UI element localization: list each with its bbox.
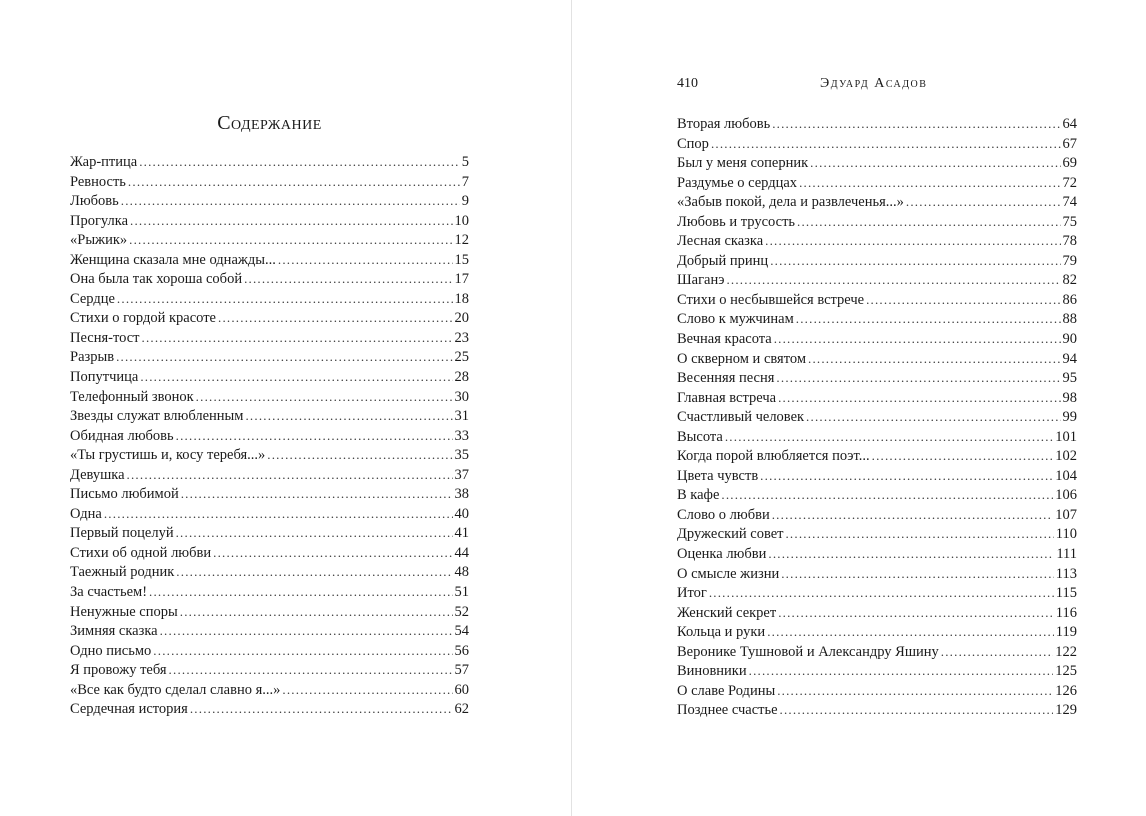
toc-entry-title: Песня-тост bbox=[70, 329, 140, 346]
toc-heading: Содержание bbox=[217, 112, 322, 134]
toc-entry-page-number: 56 bbox=[454, 642, 469, 659]
toc-entry-title: «Забыв покой, дела и развлеченья...» bbox=[677, 194, 904, 211]
toc-entry bbox=[70, 543, 469, 563]
toc-entry bbox=[70, 367, 469, 387]
toc-entry-title: В кафе bbox=[677, 487, 720, 504]
toc-entry bbox=[70, 699, 469, 719]
toc-entry-title: Слово о любви bbox=[677, 506, 770, 523]
toc-entry bbox=[677, 349, 1077, 369]
toc-entry-title: Когда порой влюбляется поэт... bbox=[677, 448, 870, 465]
dot-leader bbox=[129, 230, 452, 250]
toc-entry-title: Любовь bbox=[70, 193, 119, 210]
toc-entry-title: Был у меня соперник bbox=[677, 155, 809, 172]
toc-entry-page-number: 57 bbox=[454, 662, 469, 679]
toc-entry-title: Счастливый человек bbox=[677, 409, 805, 426]
dot-leader bbox=[196, 387, 453, 407]
toc-entry-page-number: 99 bbox=[1062, 409, 1077, 426]
toc-entry-page-number: 116 bbox=[1055, 604, 1077, 621]
toc-entry bbox=[70, 152, 469, 172]
toc-entry-title: Женский секрет bbox=[677, 604, 777, 621]
toc-entry-page-number: 12 bbox=[454, 232, 469, 249]
dot-leader bbox=[180, 602, 453, 622]
toc-entry-page-number: 33 bbox=[454, 427, 469, 444]
toc-entry-page-number: 25 bbox=[454, 349, 469, 366]
toc-entry-title: Первый поцелуй bbox=[70, 525, 174, 542]
toc-entry bbox=[677, 329, 1077, 349]
toc-entry-title: Женщина сказала мне однажды... bbox=[70, 251, 276, 268]
toc-entry-page-number: 15 bbox=[454, 251, 469, 268]
dot-leader bbox=[709, 583, 1054, 603]
dot-leader bbox=[244, 269, 452, 289]
toc-entry-title: Кольца и руки bbox=[677, 624, 766, 641]
toc-entry-title: Ревность bbox=[70, 173, 126, 190]
dot-leader bbox=[169, 660, 453, 680]
toc-entry-page-number: 78 bbox=[1062, 233, 1077, 250]
dot-leader bbox=[765, 231, 1060, 251]
toc-entry-page-number: 38 bbox=[454, 486, 469, 503]
page-number: 410 bbox=[677, 76, 698, 91]
toc-entry-page-number: 51 bbox=[454, 584, 469, 601]
toc-list-left bbox=[70, 152, 469, 719]
toc-entry-page-number: 111 bbox=[1056, 546, 1077, 563]
toc-entry-page-number: 52 bbox=[454, 603, 469, 620]
toc-entry-page-number: 64 bbox=[1062, 116, 1077, 132]
toc-entry-title: Оценка любви bbox=[677, 546, 767, 563]
toc-entry-page-number: 18 bbox=[454, 290, 469, 307]
toc-entry-title: Письмо любимой bbox=[70, 486, 179, 503]
dot-leader bbox=[267, 445, 452, 465]
toc-entry-page-number: 110 bbox=[1055, 526, 1077, 543]
toc-entry bbox=[70, 426, 469, 446]
toc-entry-page-number: 20 bbox=[454, 310, 469, 327]
toc-entry bbox=[677, 251, 1077, 271]
toc-entry-page-number: 98 bbox=[1062, 389, 1077, 406]
toc-entry-page-number: 86 bbox=[1062, 291, 1077, 308]
toc-entry-page-number: 74 bbox=[1062, 194, 1077, 211]
toc-entry bbox=[677, 681, 1077, 701]
dot-leader bbox=[142, 328, 453, 348]
dot-leader bbox=[777, 681, 1053, 701]
dot-leader bbox=[278, 250, 453, 270]
dot-leader bbox=[797, 212, 1060, 232]
toc-entry-title: Обидная любовь bbox=[70, 427, 174, 444]
dot-leader bbox=[176, 562, 452, 582]
dot-leader bbox=[749, 661, 1054, 681]
toc-entry-page-number: 60 bbox=[454, 681, 469, 698]
dot-leader bbox=[768, 544, 1054, 564]
toc-entry-page-number: 10 bbox=[454, 212, 469, 229]
dot-leader bbox=[780, 700, 1054, 720]
toc-entry bbox=[677, 114, 1077, 134]
toc-entry-title: Жар-птица bbox=[70, 154, 138, 170]
dot-leader bbox=[130, 211, 452, 231]
toc-entry-title: Добрый принц bbox=[677, 252, 769, 269]
dot-leader bbox=[866, 290, 1060, 310]
toc-entry-title: Прогулка bbox=[70, 212, 129, 229]
toc-entry-page-number: 113 bbox=[1055, 565, 1077, 582]
toc-entry bbox=[70, 562, 469, 582]
toc-entry bbox=[70, 504, 469, 524]
toc-entry-page-number: 31 bbox=[454, 408, 469, 425]
toc-entry-title: Одна bbox=[70, 505, 102, 522]
toc-entry-title: О славе Родины bbox=[677, 682, 776, 699]
toc-entry-title: Раздумье о сердцах bbox=[677, 174, 798, 191]
toc-entry bbox=[677, 661, 1077, 681]
toc-entry-page-number: 44 bbox=[454, 544, 469, 561]
toc-entry-page-number: 106 bbox=[1055, 487, 1077, 504]
toc-entry-title: Стихи о несбывшейся встрече bbox=[677, 291, 865, 308]
toc-entry-title: Звезды служат влюбленным bbox=[70, 408, 244, 425]
dot-leader bbox=[711, 134, 1061, 154]
toc-entry-title: Веронике Тушновой и Александру Яшину bbox=[677, 643, 939, 660]
dot-leader bbox=[785, 524, 1053, 544]
toc-entry-page-number: 30 bbox=[454, 388, 469, 405]
toc-entry bbox=[677, 309, 1077, 329]
toc-entry-title: «Ты грустишь и, косу теребя...» bbox=[70, 447, 266, 464]
toc-entry bbox=[70, 484, 469, 504]
toc-entry bbox=[70, 347, 469, 367]
dot-leader bbox=[774, 329, 1061, 349]
dot-leader bbox=[104, 504, 453, 524]
dot-leader bbox=[181, 484, 453, 504]
toc-entry bbox=[677, 446, 1077, 466]
toc-entry-page-number: 126 bbox=[1055, 682, 1077, 699]
toc-entry bbox=[677, 134, 1077, 154]
toc-entry bbox=[677, 466, 1077, 486]
toc-entry-page-number: 37 bbox=[454, 466, 469, 483]
toc-entry-title: Виновники bbox=[677, 663, 747, 680]
dot-leader bbox=[810, 153, 1060, 173]
toc-entry bbox=[70, 211, 469, 231]
toc-entry-title: Вторая любовь bbox=[677, 116, 771, 132]
toc-entry bbox=[677, 583, 1077, 603]
toc-entry-title: Сердечная история bbox=[70, 701, 188, 718]
dot-leader bbox=[772, 114, 1060, 134]
toc-entry-title: Цвета чувств bbox=[677, 467, 759, 484]
toc-entry-title: Вечная красота bbox=[677, 331, 772, 348]
dot-leader bbox=[796, 309, 1061, 329]
toc-entry-title: Дружеский совет bbox=[677, 526, 784, 543]
toc-entry-title: Девушка bbox=[70, 466, 125, 483]
toc-entry-title: Разрыв bbox=[70, 349, 115, 366]
toc-entry-title: Я провожу тебя bbox=[70, 662, 167, 679]
toc-entry-page-number: 101 bbox=[1055, 428, 1077, 445]
toc-list-right bbox=[677, 114, 1077, 720]
toc-entry-page-number: 125 bbox=[1055, 663, 1077, 680]
toc-entry-title: Таежный родник bbox=[70, 564, 175, 581]
toc-entry bbox=[70, 289, 469, 309]
dot-leader bbox=[778, 388, 1060, 408]
toc-entry bbox=[70, 191, 469, 211]
toc-entry bbox=[677, 290, 1077, 310]
toc-entry bbox=[677, 427, 1077, 447]
dot-leader bbox=[778, 603, 1054, 623]
left-page bbox=[0, 0, 572, 816]
toc-entry bbox=[70, 328, 469, 348]
toc-entry-page-number: 17 bbox=[454, 271, 469, 288]
dot-leader bbox=[808, 349, 1061, 369]
toc-entry bbox=[70, 621, 469, 641]
dot-leader bbox=[772, 505, 1054, 525]
toc-entry-title: Итог bbox=[677, 585, 707, 602]
toc-entry-page-number: 40 bbox=[454, 505, 469, 522]
toc-entry-page-number: 75 bbox=[1062, 213, 1077, 230]
toc-entry-title: Позднее счастье bbox=[677, 702, 778, 719]
toc-entry bbox=[70, 308, 469, 328]
dot-leader bbox=[160, 621, 453, 641]
toc-entry-title: Она была так хороша собой bbox=[70, 271, 243, 288]
dot-leader bbox=[149, 582, 452, 602]
toc-entry-title: Одно письмо bbox=[70, 642, 152, 659]
toc-entry-page-number: 94 bbox=[1062, 350, 1077, 367]
toc-entry-title: Лесная сказка bbox=[677, 233, 764, 250]
dot-leader bbox=[153, 641, 452, 661]
toc-entry-title: Телефонный звонок bbox=[70, 388, 194, 405]
toc-entry-title: О скверном и святом bbox=[677, 350, 806, 367]
toc-entry-page-number: 62 bbox=[454, 701, 469, 718]
dot-leader bbox=[176, 523, 453, 543]
toc-entry-title: Попутчица bbox=[70, 369, 139, 386]
toc-entry-page-number: 129 bbox=[1055, 702, 1077, 719]
toc-entry-page-number: 119 bbox=[1055, 624, 1077, 641]
toc-entry-title: Главная встреча bbox=[677, 389, 777, 406]
toc-entry-title: «Рыжик» bbox=[70, 232, 128, 249]
toc-entry bbox=[70, 172, 469, 192]
toc-entry-page-number: 122 bbox=[1055, 643, 1077, 660]
toc-entry-title: Стихи о гордой красоте bbox=[70, 310, 216, 327]
toc-entry bbox=[70, 445, 469, 465]
toc-entry bbox=[677, 622, 1077, 642]
toc-entry bbox=[677, 173, 1077, 193]
toc-entry bbox=[677, 485, 1077, 505]
dot-leader bbox=[941, 642, 1053, 662]
toc-entry-page-number: 82 bbox=[1062, 272, 1077, 289]
toc-entry-page-number: 28 bbox=[454, 369, 469, 386]
toc-entry-page-number: 104 bbox=[1055, 467, 1077, 484]
toc-entry bbox=[70, 269, 469, 289]
toc-entry bbox=[70, 465, 469, 485]
toc-entry-page-number: 90 bbox=[1062, 331, 1077, 348]
toc-entry bbox=[677, 192, 1077, 212]
dot-leader bbox=[725, 427, 1053, 447]
dot-leader bbox=[872, 446, 1054, 466]
toc-entry-page-number: 88 bbox=[1062, 311, 1077, 328]
toc-entry bbox=[70, 641, 469, 661]
toc-entry-title: Весенняя песня bbox=[677, 370, 775, 387]
toc-entry-title: Зимняя сказка bbox=[70, 623, 158, 640]
toc-entry-page-number: 7 bbox=[461, 173, 469, 190]
toc-entry-page-number: 79 bbox=[1062, 252, 1077, 269]
toc-entry bbox=[677, 231, 1077, 251]
dot-leader bbox=[726, 270, 1060, 290]
toc-entry bbox=[677, 153, 1077, 173]
dot-leader bbox=[121, 191, 460, 211]
toc-entry-title: За счастьем! bbox=[70, 584, 148, 601]
toc-entry-title: О смысле жизни bbox=[677, 565, 780, 582]
toc-entry-page-number: 9 bbox=[461, 193, 469, 210]
toc-entry-page-number: 5 bbox=[461, 154, 469, 170]
toc-entry-page-number: 41 bbox=[454, 525, 469, 542]
toc-entry bbox=[70, 230, 469, 250]
toc-entry-page-number: 107 bbox=[1055, 506, 1077, 523]
dot-leader bbox=[282, 680, 452, 700]
dot-leader bbox=[799, 173, 1060, 193]
toc-entry-title: Спор bbox=[677, 135, 709, 152]
toc-entry-title: Сердце bbox=[70, 290, 115, 307]
toc-entry bbox=[677, 368, 1077, 388]
toc-entry-page-number: 95 bbox=[1062, 370, 1077, 387]
toc-entry-title: Ненужные споры bbox=[70, 603, 178, 620]
dot-leader bbox=[218, 308, 453, 328]
dot-leader bbox=[127, 465, 453, 485]
toc-entry-page-number: 69 bbox=[1062, 155, 1077, 172]
right-page bbox=[572, 0, 1146, 816]
dot-leader bbox=[176, 426, 453, 446]
toc-entry bbox=[70, 680, 469, 700]
dot-leader bbox=[140, 367, 452, 387]
toc-entry bbox=[70, 660, 469, 680]
toc-entry bbox=[677, 212, 1077, 232]
dot-leader bbox=[770, 251, 1060, 271]
toc-entry-page-number: 102 bbox=[1055, 448, 1077, 465]
dot-leader bbox=[245, 406, 452, 426]
toc-entry bbox=[70, 406, 469, 426]
dot-leader bbox=[190, 699, 453, 719]
toc-entry bbox=[677, 642, 1077, 662]
toc-entry bbox=[70, 250, 469, 270]
dot-leader bbox=[213, 543, 452, 563]
toc-entry bbox=[677, 700, 1077, 720]
toc-entry bbox=[70, 602, 469, 622]
toc-entry-title: Любовь и трусость bbox=[677, 213, 796, 230]
toc-entry-page-number: 67 bbox=[1062, 135, 1077, 152]
toc-entry-page-number: 72 bbox=[1062, 174, 1077, 191]
toc-entry-title: «Все как будто сделал славно я...» bbox=[70, 681, 281, 698]
dot-leader bbox=[721, 485, 1053, 505]
toc-entry bbox=[677, 603, 1077, 623]
dot-leader bbox=[906, 192, 1061, 212]
toc-entry bbox=[677, 505, 1077, 525]
dot-leader bbox=[117, 289, 453, 309]
running-head bbox=[677, 76, 1077, 94]
dot-leader bbox=[139, 152, 460, 172]
toc-entry bbox=[677, 564, 1077, 584]
toc-entry bbox=[677, 544, 1077, 564]
toc-entry-title: Стихи об одной любви bbox=[70, 544, 212, 561]
toc-entry bbox=[70, 523, 469, 543]
toc-entry bbox=[70, 387, 469, 407]
toc-entry-page-number: 54 bbox=[454, 623, 469, 640]
running-head-author: Эдуард Асадов bbox=[820, 76, 928, 91]
toc-entry-title: Высота bbox=[677, 428, 723, 445]
dot-leader bbox=[116, 347, 452, 367]
dot-leader bbox=[781, 564, 1054, 584]
dot-leader bbox=[760, 466, 1053, 486]
dot-leader bbox=[776, 368, 1060, 388]
toc-entry bbox=[677, 407, 1077, 427]
toc-entry bbox=[677, 524, 1077, 544]
toc-entry-page-number: 48 bbox=[454, 564, 469, 581]
toc-entry-title: Шаганэ bbox=[677, 272, 725, 289]
dot-leader bbox=[806, 407, 1060, 427]
toc-entry-page-number: 35 bbox=[454, 447, 469, 464]
dot-leader bbox=[767, 622, 1054, 642]
toc-entry bbox=[70, 582, 469, 602]
toc-entry bbox=[677, 270, 1077, 290]
toc-entry-page-number: 23 bbox=[454, 329, 469, 346]
toc-entry-title: Слово к мужчинам bbox=[677, 311, 794, 328]
toc-entry bbox=[677, 388, 1077, 408]
toc-entry-page-number: 115 bbox=[1055, 585, 1077, 602]
dot-leader bbox=[128, 172, 460, 192]
